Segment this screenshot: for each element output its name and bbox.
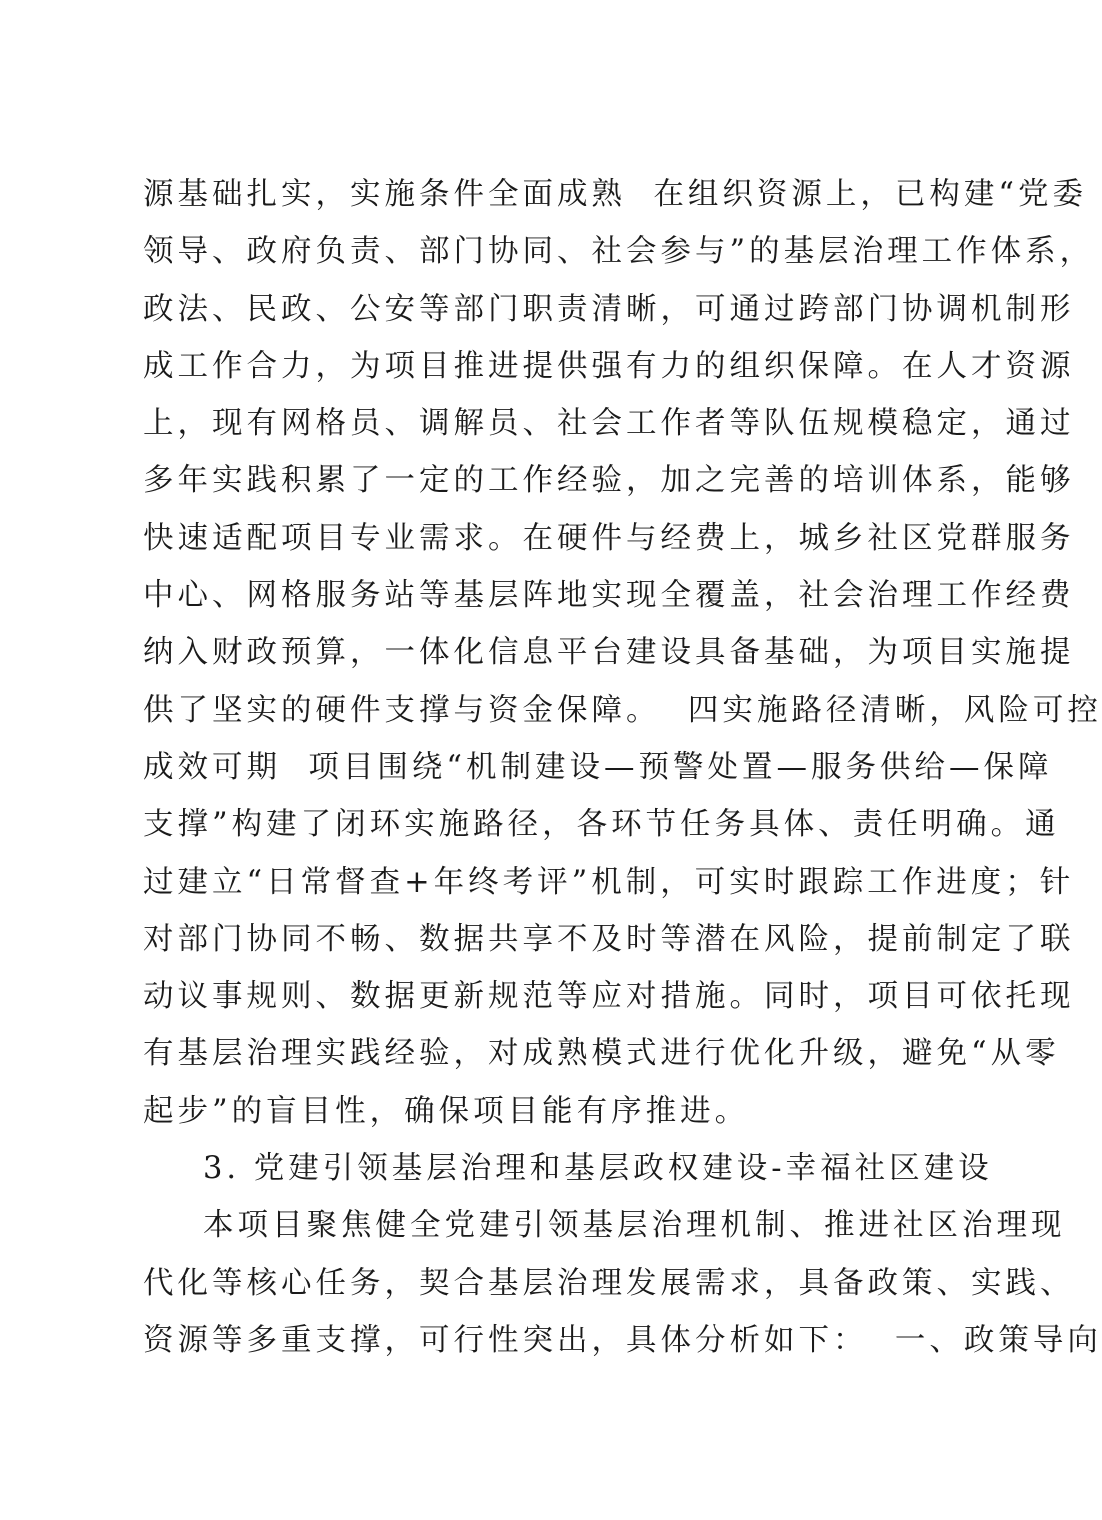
paragraph-line: 政法、民政、公安等部门职责清晰，可通过跨部门协调机制形 xyxy=(143,291,1075,327)
paragraph-line: 供了坚实的硬件支撑与资金保障。 四实施路径清晰，风险可控 xyxy=(143,692,1102,728)
paragraph-line: 多年实践积累了一定的工作经验，加之完善的培训体系，能够 xyxy=(143,463,1075,499)
paragraph-line: 支撑”构建了闭环实施路径，各环节任务具体、责任明确。通 xyxy=(143,807,1060,843)
paragraph-line: 成工作合力，为项目推进提供强有力的组织保障。在人才资源 xyxy=(143,348,1075,384)
paragraph-line: 中心、网格服务站等基层阵地实现全覆盖，社会治理工作经费 xyxy=(143,578,1075,614)
paragraph-line: 成效可期 项目围绕“机制建设—预警处置—服务供给—保障 xyxy=(143,749,1053,785)
paragraph-line: 快速适配项目专业需求。在硬件与经费上，城乡社区党群服务 xyxy=(143,520,1075,556)
paragraph-line: 源基础扎实，实施条件全面成熟 在组织资源上，已构建“党委 xyxy=(143,177,1087,212)
section-heading: 3. 党建引领基层治理和基层政权建设-幸福社区建设 xyxy=(203,1151,993,1187)
paragraph-line: 有基层治理实践经验，对成熟模式进行优化升级，避免“从零 xyxy=(143,1036,1060,1072)
paragraph-line: 代化等核心任务，契合基层治理发展需求，具备政策、实践、 xyxy=(143,1265,1075,1301)
paragraph-line: 起步”的盲目性，确保项目能有序推进。 xyxy=(143,1093,750,1129)
paragraph-line: 过建立“日常督查+年终考评”机制，可实时跟踪工作进度；针 xyxy=(143,864,1075,900)
paragraph-line: 纳入财政预算，一体化信息平台建设具备基础，为项目实施提 xyxy=(143,635,1075,671)
paragraph-line: 本项目聚焦健全党建引领基层治理机制、推进社区治理现 xyxy=(203,1208,1066,1244)
paragraph-line: 领导、政府负责、部门协同、社会参与”的基层治理工作体系， xyxy=(143,234,1095,270)
paragraph-line: 动议事规则、数据更新规范等应对措施。同时，项目可依托现 xyxy=(143,979,1075,1015)
paragraph-line: 上，现有网格员、调解员、社会工作者等队伍规模稳定，通过 xyxy=(143,406,1075,442)
paragraph-line: 资源等多重支撑，可行性突出，具体分析如下： 一、政策导向 xyxy=(143,1322,1102,1358)
document-body xyxy=(143,166,1102,1369)
paragraph-line: 对部门协同不畅、数据共享不及时等潜在风险，提前制定了联 xyxy=(143,921,1075,957)
